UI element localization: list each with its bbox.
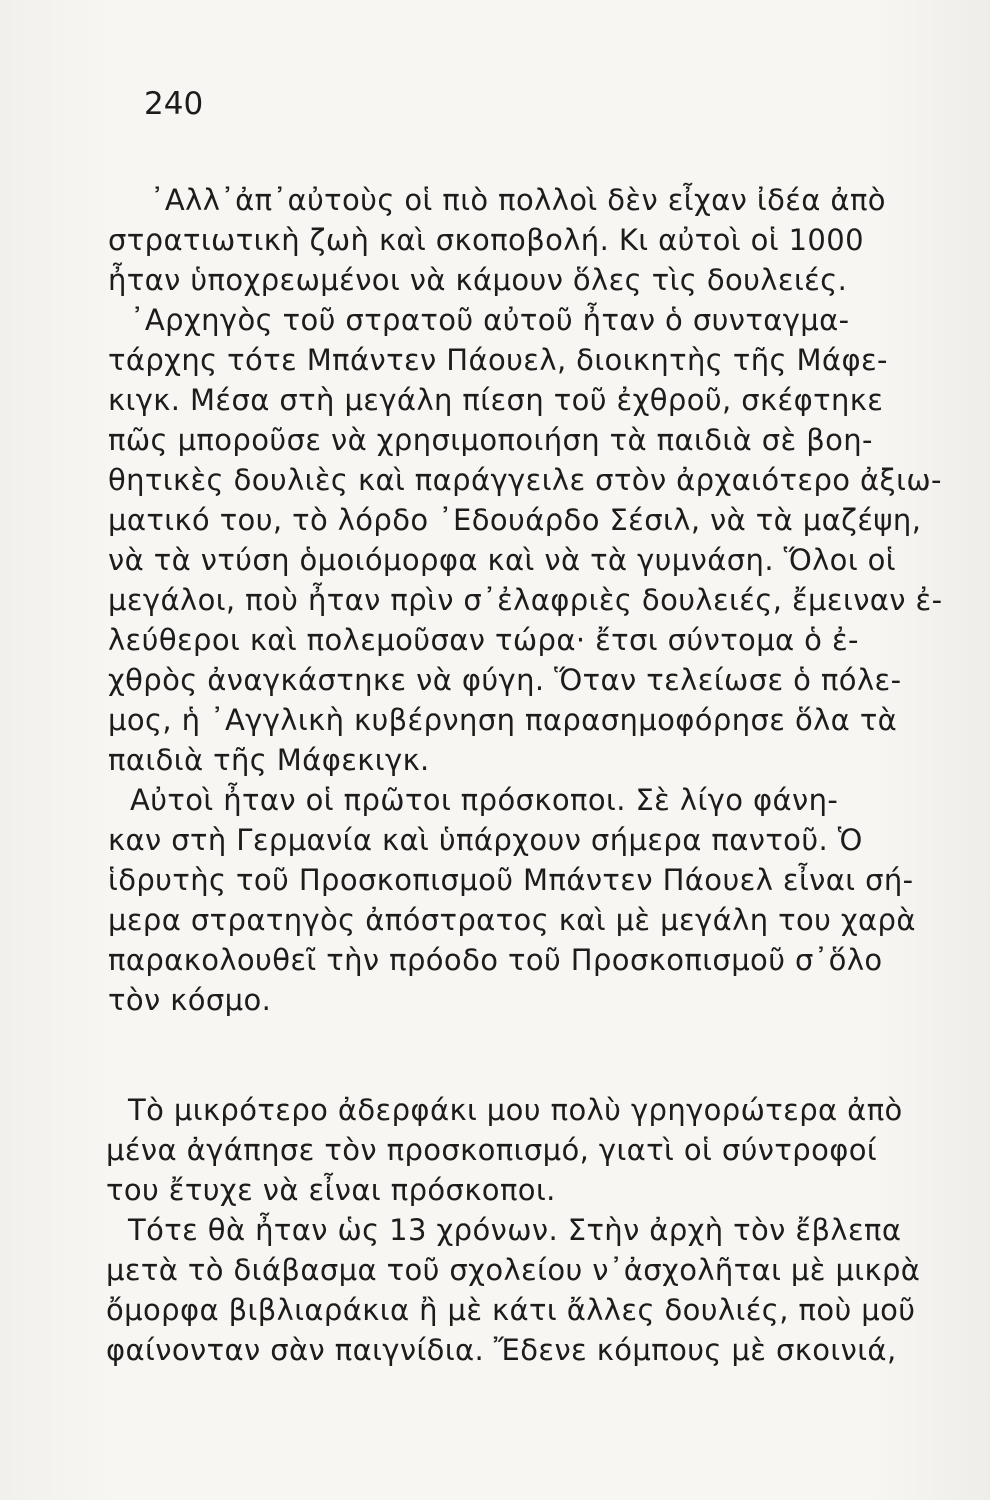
- text-line: μένα ἀγάπησε τὸν προσκοπισμό, γιατὶ οἱ σύντροφοί: [106, 1133, 878, 1167]
- text-line: ἱδρυτὴς τοῦ Προσκοπισμοῦ Μπάντεν Πάουελ εἶναι σή-: [108, 863, 914, 897]
- text-line: μος, ἡ ᾿Αγγλικὴ κυβέρνηση παρασημοφόρησε ὅλα τὰ: [108, 703, 898, 737]
- text-line: φαίνονταν σὰν παιγνίδια. Ἔδενε κόμπους μὲ σκοινιά,: [106, 1333, 897, 1367]
- text-line: τὸν κόσμο.: [108, 983, 272, 1017]
- text-line: τάρχης τότε Μπάντεν Πάουελ, διοικητὴς τῆς Μάφε-: [108, 343, 888, 377]
- page-number: 240: [144, 86, 204, 122]
- text-line: θητικὲς δουλιὲς καὶ παράγγειλε στὸν ἀρχαιότερο ἀξιω-: [108, 463, 942, 497]
- text-line: Τὸ μικρότερο ἀδερφάκι μου πολὺ γρηγορώτερα ἀπὸ: [128, 1093, 903, 1127]
- text-line: στρατιωτικὴ ζωὴ καὶ σκοποβολή. Κι αὐτοὶ οἱ 1000: [108, 223, 864, 257]
- text-line: μερα στρατηγὸς ἀπόστρατος καὶ μὲ μεγάλη του χαρὰ: [108, 903, 916, 937]
- text-line: ᾿Αρχηγὸς τοῦ στρατοῦ αὐτοῦ ἦταν ὁ συνταγμα-: [130, 303, 850, 337]
- text-line: παρακολουθεῖ τὴν πρόοδο τοῦ Προσκοπισμοῦ σ᾿ὅλο: [108, 943, 883, 977]
- text-line: παιδιὰ τῆς Μάφεκιγκ.: [108, 743, 430, 777]
- text-line: ᾿Αλλ᾿ἀπ᾿αὐτοὺς οἱ πιὸ πολλοὶ δὲν εἶχαν ἰδέα ἀπὸ: [150, 183, 886, 217]
- text-line: νὰ τὰ ντύση ὁμοιόμορφα καὶ νὰ τὰ γυμνάση. Ὅλοι οἱ: [108, 543, 897, 577]
- text-line: Αὐτοὶ ἦταν οἱ πρῶτοι πρόσκοποι. Σὲ λίγο φάνη-: [130, 783, 839, 817]
- text-line: μετὰ τὸ διάβασμα τοῦ σχολείου ν᾿ἀσχολῆται μὲ μικρὰ: [106, 1253, 921, 1287]
- text-line: χθρὸς ἀναγκάστηκε νὰ φύγη. Ὅταν τελείωσε ὁ πόλε-: [108, 663, 902, 697]
- text-line: λεύθεροι καὶ πολεμοῦσαν τώρα· ἔτσι σύντομα ὁ ἐ-: [108, 623, 859, 657]
- text-line: του ἔτυχε νὰ εἶναι πρόσκοποι.: [106, 1173, 556, 1207]
- text-line: πῶς μποροῦσε νὰ χρησιμοποιήση τὰ παιδιὰ σὲ βοη-: [108, 423, 873, 457]
- text-line: ματικό του, τὸ λόρδο ᾿Εδουάρδο Σέσιλ, νὰ τὰ μαζέψη,: [108, 503, 922, 537]
- text-line: μεγάλοι, ποὺ ἦταν πρὶν σ᾿ἐλαφριὲς δουλειές, ἔμειναν ἐ-: [108, 583, 943, 617]
- text-line: ἦταν ὑποχρεωμένοι νὰ κάμουν ὅλες τὶς δουλειές.: [108, 263, 848, 297]
- text-line: ὄμορφα βιβλιαράκια ἢ μὲ κάτι ἄλλες δουλιές, ποὺ μοῦ: [106, 1293, 916, 1327]
- text-line: Τότε θὰ ἦταν ὡς 13 χρόνων. Στὴν ἀρχὴ τὸν ἔβλεπα: [128, 1213, 902, 1247]
- text-line: κιγκ. Μέσα στὴ μεγάλη πίεση τοῦ ἐχθροῦ, σκέφτηκε: [108, 383, 884, 417]
- text-line: καν στὴ Γερμανία καὶ ὑπάρχουν σήμερα παντοῦ. Ὁ: [108, 823, 863, 857]
